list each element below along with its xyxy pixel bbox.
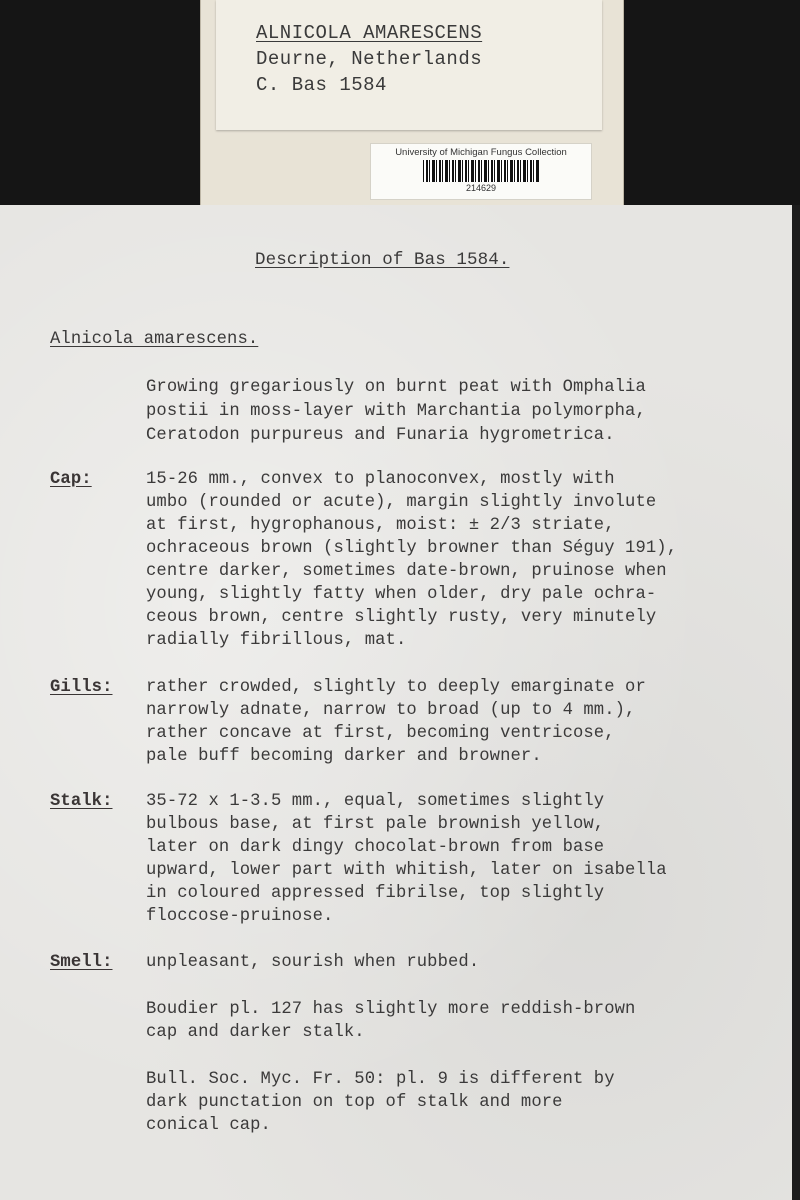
note-line: conical cap. (146, 1116, 271, 1135)
habitat-line: Growing gregariously on burnt peat with Omphalia (146, 378, 646, 397)
cap-line: ochraceous brown (slightly browner than Séguy 191), (146, 539, 678, 558)
label-collector: C. Bas 1584 (256, 74, 387, 96)
barcode-number: 214629 (465, 183, 497, 193)
label-species: ALNICOLA AMARESCENS (256, 22, 483, 44)
sheet-edge (792, 205, 800, 1200)
cap-line: ceous brown, centre slightly rusty, very minutely (146, 608, 657, 627)
stalk-line: floccose-pruinose. (146, 907, 334, 926)
habitat-line: postii in moss-layer with Marchantia polymorpha, (146, 402, 646, 421)
stalk-line: upward, lower part with whitish, later on isabella (146, 861, 667, 880)
habitat-line: Ceratodon purpureus and Funaria hygrometrica. (146, 426, 615, 445)
stalk-line: later on dark dingy chocolat-brown from base (146, 838, 605, 857)
cap-line: young, slightly fatty when older, dry pale ochra- (146, 585, 657, 604)
stalk-line: in coloured appressed fibrilse, top slightly (146, 884, 605, 903)
smell-line: unpleasant, sourish when rubbed. (146, 953, 480, 972)
gills-line: rather concave at first, becoming ventricose, (146, 724, 615, 743)
section-label-smell: Smell: (50, 953, 113, 972)
barcode-label (370, 143, 592, 200)
barcode-icon (423, 160, 539, 182)
note-line: dark punctation on top of stalk and more (146, 1093, 563, 1112)
cap-line: at first, hygrophanous, moist: ± 2/3 striate, (146, 516, 615, 535)
cap-line: centre darker, sometimes date-brown, pruinose when (146, 562, 667, 581)
note-line: cap and darker stalk. (146, 1023, 365, 1042)
gills-line: pale buff becoming darker and browner. (146, 747, 542, 766)
collection-name: University of Michigan Fungus Collection (395, 147, 567, 158)
note-line: Boudier pl. 127 has slightly more reddish-brown (146, 1000, 636, 1019)
cap-line: radially fibrillous, mat. (146, 631, 407, 650)
stalk-line: 35-72 x 1-3.5 mm., equal, sometimes slightly (146, 792, 605, 811)
specimen-label (216, 0, 602, 130)
sheet-title: Description of Bas 1584. (255, 250, 510, 270)
section-label-stalk: Stalk: (50, 792, 113, 811)
stalk-line: bulbous base, at first pale brownish yellow, (146, 815, 605, 834)
cap-line: umbo (rounded or acute), margin slightly involute (146, 493, 657, 512)
cap-line: 15-26 mm., convex to planoconvex, mostly with (146, 470, 615, 489)
gills-line: narrowly adnate, narrow to broad (up to 4 mm.), (146, 701, 636, 720)
species-name: Alnicola amarescens. (50, 330, 259, 349)
label-locality: Deurne, Netherlands (256, 48, 483, 70)
gills-line: rather crowded, slightly to deeply emarginate or (146, 678, 646, 697)
section-label-cap: Cap: (50, 470, 92, 489)
section-label-gills: Gills: (50, 678, 113, 697)
note-line: Bull. Soc. Myc. Fr. 50: pl. 9 is different by (146, 1070, 615, 1089)
